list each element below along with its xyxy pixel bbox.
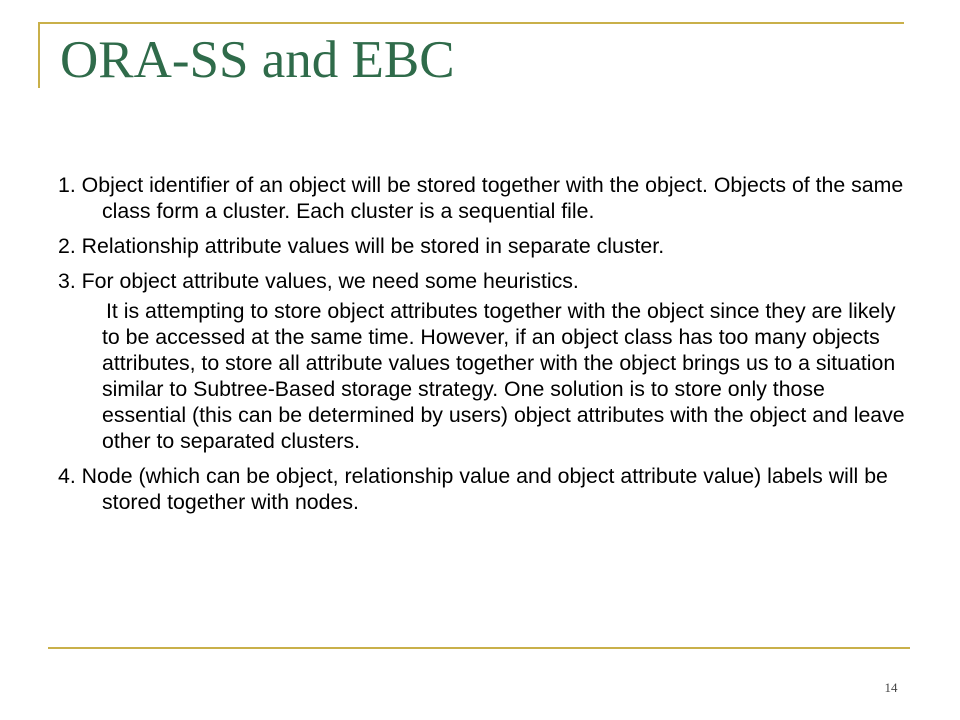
list-item-2: 2. Relationship attribute values will be stored in separate cluster. — [58, 234, 665, 258]
list-item-3: 3. For object attribute values, we need some heuristics. — [58, 269, 579, 293]
list-item-4: 4. Node (which can be object, relationship value and object attribute value) labels will be stored together with nodes. — [58, 464, 888, 514]
slide-title: ORA-SS and EBC — [60, 31, 455, 89]
list-item-3-detail — [58, 298, 914, 454]
slide-body — [58, 172, 914, 524]
list-item-3-detail-text: It is attempting to store object attributes together with the object since they are likely to be accessed at the same time. However, if an object class has too many objects attributes, to store all attribute values together with the object brings us to a situation similar to Subtree-Based storage strategy. One solution is to store only those essential (this can be determined by users) object attributes with the object and leave other to separated clusters. — [102, 299, 905, 453]
list-item-1: 1. Object identifier of an object will be stored together with the object. Objects of the same class form a cluster. Each cluster is a sequential file. — [58, 173, 904, 223]
bottom-border-line — [48, 647, 910, 649]
top-border-line — [38, 22, 904, 24]
page-number: 14 — [884, 680, 898, 695]
left-border-line — [38, 22, 40, 88]
